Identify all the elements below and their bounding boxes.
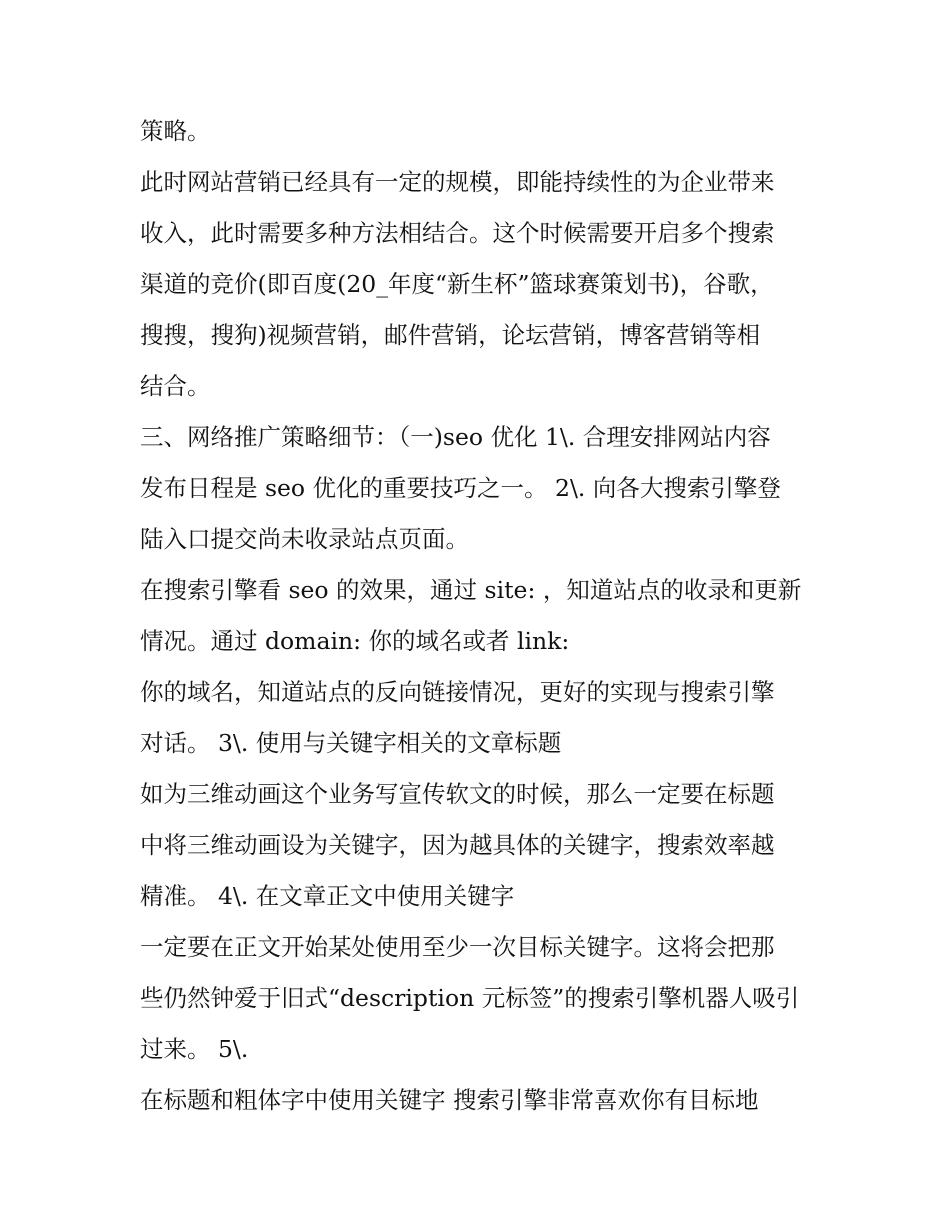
text-line: 情况。通过 domain: 你的域名或者 link: — [140, 627, 570, 655]
text-line: 中将三维动画设为关键字，因为越具体的关键字，搜索效率越 — [140, 831, 775, 859]
text-line: 些仍然钟爱于旧式“description 元标签”的搜索引擎机器人吸引 — [140, 984, 800, 1012]
document-body — [140, 106, 815, 1126]
text-line: 此时网站营销已经具有一定的规模，即能持续性的为企业带来 — [140, 168, 775, 196]
text-line: 一定要在正文开始某处使用至少一次目标关键字。这将会把那 — [140, 933, 775, 961]
text-line: 发布日程是 seo 优化的重要技巧之一。 2\. 向各大搜索引擎登 — [140, 474, 781, 502]
text-line: 你的域名，知道站点的反向链接情况，更好的实现与搜索引擎 — [140, 678, 775, 706]
text-line: 渠道的竞价(即百度(20_年度“新生杯”篮球赛策划书)，谷歌， — [140, 270, 774, 298]
text-line: 在搜索引擎看 seo 的效果，通过 site: ，知道站点的收录和更新 — [140, 576, 802, 604]
text-line: 在标题和粗体字中使用关键字 搜索引擎非常喜欢你有目标地 — [140, 1086, 759, 1114]
text-line: 对话。 3\. 使用与关键字相关的文章标题 — [140, 729, 562, 757]
text-line: 如为三维动画这个业务写宣传软文的时候，那么一定要在标题 — [140, 780, 775, 808]
text-line: 结合。 — [140, 372, 211, 400]
text-line: 策略。 — [140, 117, 211, 145]
text-line: 收入，此时需要多种方法相结合。这个时候需要开启多个搜索 — [140, 219, 775, 247]
text-line: 三、网络推广策略细节：（一)seo 优化 1\. 合理安排网站内容 — [140, 423, 771, 451]
text-line: 精准。 4\. 在文章正文中使用关键字 — [140, 882, 515, 910]
text-line: 过来。 5\. — [140, 1035, 249, 1063]
text-line: 陆入口提交尚未收录站点页面。 — [140, 525, 469, 553]
text-line: 搜搜，搜狗)视频营销，邮件营销，论坛营销，博客营销等相 — [140, 321, 761, 349]
